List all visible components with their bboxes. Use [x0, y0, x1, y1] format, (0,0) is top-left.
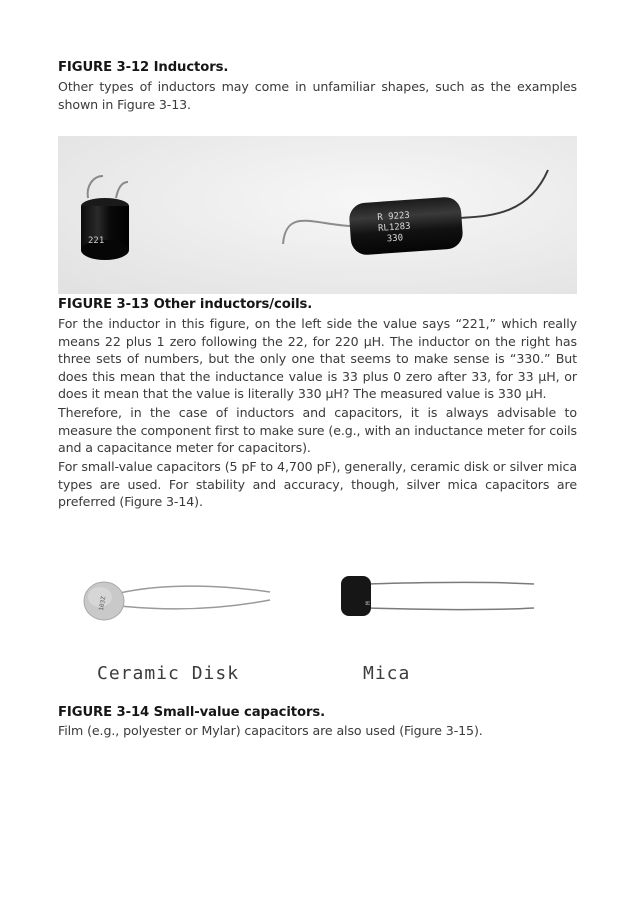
paragraph-inductor-shapes: Other types of inductors may come in unfamiliar shapes, such as the examples shown in Figure 3-13.: [58, 79, 577, 112]
paragraph-inductor-values: For the inductor in this figure, on the left side the value says “221,” which really means 22 plus 1 zero following the 22, for 220 µH. The inductor on the right has three sets of numbers, but the only one that seems to make sense is “330.” But does this mean that the inductance value is 33 plus 0 zero after 33, for 33 µH, or does it mean that the value is literally 330 µH? The measured value is 330 µH.: [58, 316, 577, 402]
mica-capacitor: [341, 576, 371, 616]
right-inductor-marking-line2: RL1283: [377, 221, 411, 234]
ceramic-lead-bottom: [120, 600, 270, 609]
left-inductor-marking: 221: [88, 236, 105, 246]
ceramic-lead-top: [120, 586, 270, 593]
figure-3-13-caption: FIGURE 3-13 Other inductors/coils.: [58, 297, 313, 312]
mica-lead-top: [368, 583, 534, 585]
right-inductor-marking-line1: R 9223: [377, 210, 411, 223]
mica-label: Mica: [363, 663, 411, 684]
capacitors-illustration: [58, 560, 577, 650]
svg-text:103Z: 103Z: [97, 595, 108, 612]
figure-3-14-photo: [58, 560, 577, 650]
figure-3-14-caption: FIGURE 3-14 Small-value capacitors.: [58, 705, 326, 720]
paragraph-measure-advice: Therefore, in the case of inductors and capacitors, it is always advisable to measure the component first to make sure (e.g., with an inductance meter for coils and a capacitance meter for capacitors).: [58, 405, 577, 456]
paragraph-film-capacitors: Film (e.g., polyester or Mylar) capacitors are also used (Figure 3-15).: [58, 723, 483, 738]
svg-text:M: M: [365, 601, 372, 605]
right-inductor-marking-line3: 330: [386, 233, 404, 245]
ceramic-disk-label: Ceramic Disk: [97, 663, 240, 684]
figure-3-13-photo: [58, 136, 577, 294]
inductors-photo-illustration: [58, 136, 577, 294]
figure-3-12-caption: FIGURE 3-12 Inductors.: [58, 60, 229, 75]
mica-lead-bottom: [368, 608, 534, 610]
paragraph-small-capacitors: For small-value capacitors (5 pF to 4,700 pF), generally, ceramic disk or silver mica types are used. For stability and accuracy, though, silver mica capacitors are preferred (Figure 3-14).: [58, 459, 577, 510]
